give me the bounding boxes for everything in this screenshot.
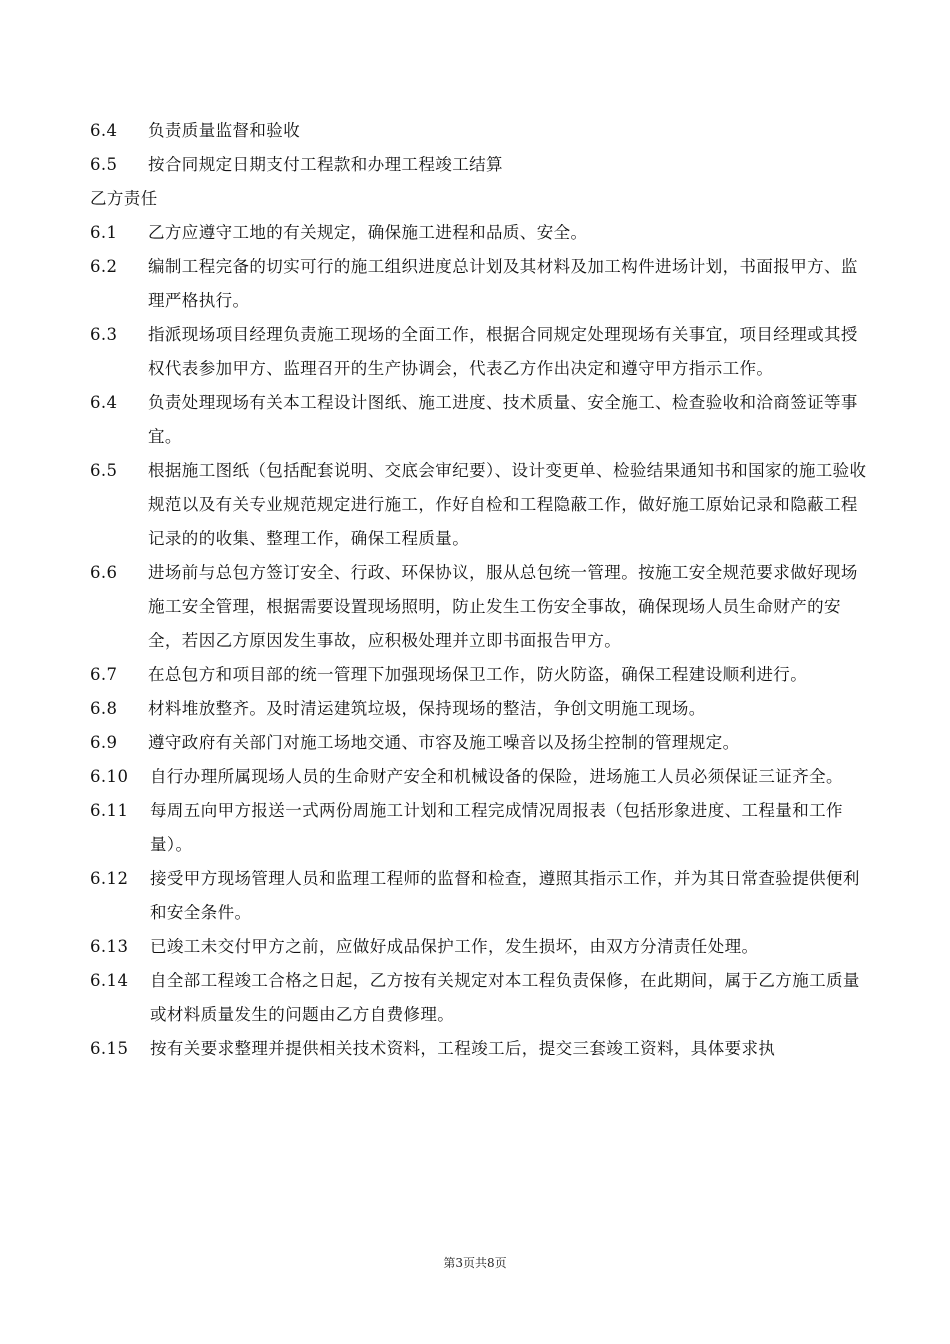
clause-yi-6-11 bbox=[90, 794, 870, 862]
clause-text: 自全部工程竣工合格之日起，乙方按有关规定对本工程负责保修，在此期间，属于乙方施工质量或材料质量发生的问题由乙方自费修理。 bbox=[150, 971, 860, 1024]
clause-yi-6-6 bbox=[90, 556, 870, 658]
clause-number: 6.13 bbox=[90, 937, 129, 956]
clause-text: 遵守政府有关部门对施工场地交通、市容及施工噪音以及扬尘控制的管理规定。 bbox=[148, 733, 740, 752]
clause-yi-6-14 bbox=[90, 964, 870, 1032]
clause-number: 6.8 bbox=[90, 699, 118, 718]
clause-text: 按有关要求整理并提供相关技术资料，工程竣工后，提交三套竣工资料，具体要求执 bbox=[150, 1039, 776, 1058]
clause-yi-6-2 bbox=[90, 250, 870, 318]
clause-jia-6-5 bbox=[90, 148, 870, 182]
clause-number: 6.4 bbox=[90, 121, 118, 140]
clause-yi-6-15 bbox=[90, 1032, 870, 1066]
clause-yi-6-4 bbox=[90, 386, 870, 454]
clause-text: 自行办理所属现场人员的生命财产安全和机械设备的保险，进场施工人员必须保证三证齐全。 bbox=[150, 767, 843, 786]
clause-number: 6.10 bbox=[90, 767, 129, 786]
clause-text: 按合同规定日期支付工程款和办理工程竣工结算 bbox=[148, 155, 503, 174]
clause-jia-6-4 bbox=[90, 114, 870, 148]
clause-yi-6-5 bbox=[90, 454, 870, 556]
clause-yi-6-12 bbox=[90, 862, 870, 930]
clause-yi-6-8 bbox=[90, 692, 870, 726]
clause-number: 6.5 bbox=[90, 461, 118, 480]
clause-number: 6.14 bbox=[90, 971, 129, 990]
clause-number: 6.9 bbox=[90, 733, 118, 752]
clause-text: 编制工程完备的切实可行的施工组织进度总计划及其材料及加工构件进场计划，书面报甲方、监理严格执行。 bbox=[148, 257, 858, 310]
clause-text: 每周五向甲方报送一式两份周施工计划和工程完成情况周报表（包括形象进度、工程量和工作量）。 bbox=[150, 801, 843, 854]
clause-yi-6-7 bbox=[90, 658, 870, 692]
clause-number: 6.4 bbox=[90, 393, 118, 412]
clause-yi-6-13 bbox=[90, 930, 870, 964]
clause-text: 根据施工图纸（包括配套说明、交底会审纪要）、设计变更单、检验结果通知书和国家的施工验收规范以及有关专业规范规定进行施工，作好自检和工程隐蔽工作，做好施工原始记录和隐蔽工程记录的的收集、整理工作，确保工程质量。 bbox=[148, 461, 867, 548]
page-content bbox=[90, 114, 870, 1066]
clause-text: 在总包方和项目部的统一管理下加强现场保卫工作，防火防盗，确保工程建设顺利进行。 bbox=[148, 665, 808, 684]
clause-number: 6.7 bbox=[90, 665, 118, 684]
clause-number: 6.12 bbox=[90, 869, 129, 888]
clause-yi-6-9 bbox=[90, 726, 870, 760]
clause-text: 材料堆放整齐。及时清运建筑垃圾，保持现场的整洁，争创文明施工现场。 bbox=[148, 699, 706, 718]
clause-text: 负责处理现场有关本工程设计图纸、施工进度、技术质量、安全施工、检查验收和洽商签证等事宜。 bbox=[148, 393, 858, 446]
clause-text: 进场前与总包方签订安全、行政、环保协议，服从总包统一管理。按施工安全规范要求做好现场施工安全管理，根据需要设置现场照明，防止发生工伤安全事故，确保现场人员生命财产的安全，若因乙方原因发生事故，应积极处理并立即书面报告甲方。 bbox=[148, 563, 858, 650]
clause-number: 6.11 bbox=[90, 801, 129, 820]
clause-yi-6-10 bbox=[90, 760, 870, 794]
clause-number: 6.3 bbox=[90, 325, 118, 344]
clause-number: 6.15 bbox=[90, 1039, 129, 1058]
clause-text: 接受甲方现场管理人员和监理工程师的监督和检查，遵照其指示工作，并为其日常查验提供便利和安全条件。 bbox=[150, 869, 860, 922]
clause-number: 6.1 bbox=[90, 223, 118, 242]
clause-text: 负责质量监督和验收 bbox=[148, 121, 301, 140]
clause-number: 6.6 bbox=[90, 563, 118, 582]
clause-yi-6-1 bbox=[90, 216, 870, 250]
clause-text: 乙方应遵守工地的有关规定，确保施工进程和品质、安全。 bbox=[148, 223, 588, 242]
clause-text: 已竣工未交付甲方之前，应做好成品保护工作，发生损坏，由双方分清责任处理。 bbox=[150, 937, 759, 956]
clause-number: 6.2 bbox=[90, 257, 118, 276]
clause-text: 指派现场项目经理负责施工现场的全面工作，根据合同规定处理现场有关事宜，项目经理或其授权代表参加甲方、监理召开的生产协调会，代表乙方作出决定和遵守甲方指示工作。 bbox=[148, 325, 858, 378]
page-footer: 第3页共8页 bbox=[443, 1256, 507, 1270]
clause-yi-6-3 bbox=[90, 318, 870, 386]
section-heading: 乙方责任 bbox=[90, 189, 158, 208]
clause-number: 6.5 bbox=[90, 155, 118, 174]
